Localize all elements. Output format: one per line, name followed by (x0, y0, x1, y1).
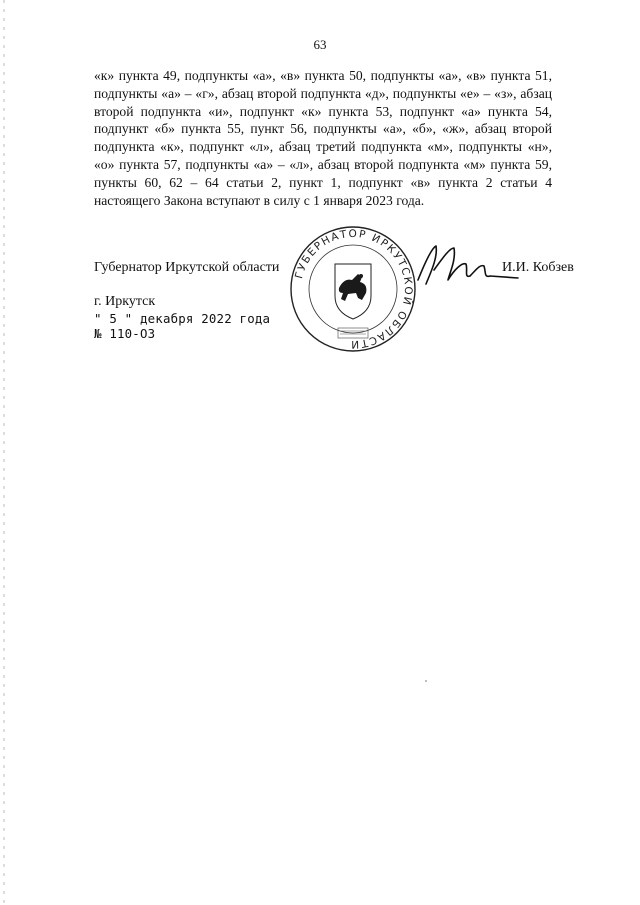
official-seal-stamp (288, 214, 418, 364)
governor-title: Губернатор Иркутской области (94, 260, 280, 275)
signing-date: " 5 " декабря 2022 года (94, 311, 271, 326)
scan-edge-marks (3, 0, 5, 905)
scan-speck (425, 680, 427, 682)
law-number: № 110-ОЗ (94, 326, 156, 341)
handwritten-signature (414, 240, 524, 290)
law-body-paragraph: «к» пункта 49, подпункты «а», «в» пункта 50, подпункты «а», «в» пункта 51, подпункты «а» – «г», абзац второй подпункта «д», подпункты «е» – «з», абзац второй подпункта «и», подпункт «к» пункта 53, подпункт «а» пункта 54, подпункт «б» пункта 55, пункт 56, подпункты «а», «б», «ж», абзац второй подпункта «к», подпункт «л», абзац третий подпункта «м», подпункты «н», «о» пункта 57, подпункты «а» – «л», абзац второй подпункта «м» пункта 59, пункты 60, 62 – 64 статьи 2, пункт 1, подпункт «в» пункта 2 статьи 4 настоящего Закона вступают в силу с 1 января 2023 года. (94, 68, 552, 208)
seal-ring-text: ГУБЕРНАТОР ИРКУТСКОЙ ОБЛАСТИ (293, 227, 415, 351)
place-of-signing: г. Иркутск (94, 294, 156, 309)
governor-name: И.И. Кобзев (502, 260, 574, 275)
page-number: 63 (313, 37, 327, 52)
